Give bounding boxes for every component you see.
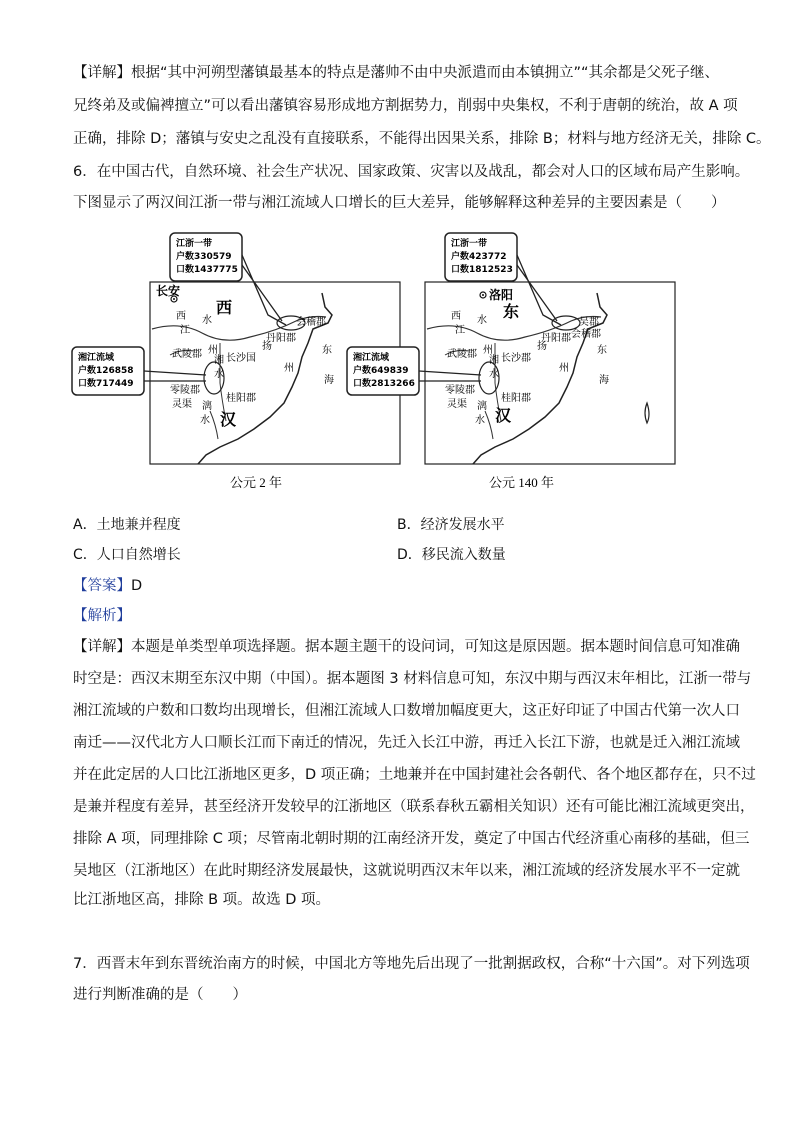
map-left-label: 武陵郡	[172, 349, 202, 360]
map-right-label: 水	[475, 415, 485, 426]
map-right-label: 灵渠	[447, 399, 467, 410]
answer-value: D	[131, 578, 143, 594]
map-left-caption: 公元 2 年	[230, 475, 283, 490]
map-left-label: 西	[176, 311, 186, 322]
detail-line-3: 正确，排除 D；藩镇与安史之乱没有直接联系，不能得出因果关系，排除 B；材料与地方经济无关，排除 C。	[73, 131, 771, 147]
map-left-label: 水	[214, 369, 224, 380]
map-left-label: 长沙国	[226, 353, 256, 364]
map-left-label: 湘	[214, 355, 224, 366]
q6-stem-line-1: 6．在中国古代，自然环境、社会生产状况、国家政策、灾害以及战乱，都会对人口的区域布局产生影响。	[73, 164, 750, 180]
map-right-label: 长沙郡	[501, 353, 531, 364]
map-left-capital: 长安	[156, 284, 181, 298]
map-right-label: 水	[489, 369, 499, 380]
map-right-xj-kou: 口数2813266	[353, 379, 415, 389]
map-right-label: 丹阳郡	[541, 333, 571, 344]
map-left-xj-hu: 户数126858	[78, 366, 134, 376]
q6-detail-line-6: 是兼并程度有差异，甚至经济开发较早的江浙地区（联系春秋五霸相关知识）还有可能比湘江流域更突出，	[73, 799, 755, 815]
map-left-label: 灵渠	[172, 399, 192, 410]
map-right-label: 扬	[537, 341, 547, 352]
q6-detail-text: 本题是单类型单项选择题。据本题主题干的设问词，可知这是原因题。据本题时间信息可知准确	[131, 639, 740, 655]
map-left-label: 水	[200, 415, 210, 426]
q6-detail-label: 【详解】	[73, 639, 131, 655]
map-right-label: 海	[599, 375, 609, 386]
map-right-caption: 公元 140 年	[489, 475, 555, 490]
detail-label: 【详解】	[73, 65, 131, 81]
detail-line-2: 兄终弟及或偏裨擅立”可以看出藩镇容易形成地方割据势力，削弱中央集权，不利于唐朝的统治，故 A 项	[73, 98, 738, 114]
map-left-xj-title: 湘江流域	[78, 353, 115, 363]
map-left-label: 零陵郡	[170, 385, 200, 396]
map-left-jz-hu: 户数330579	[176, 252, 232, 262]
map-left-label: 丹阳郡	[266, 333, 296, 344]
map-right-label: 州	[559, 363, 569, 374]
q6-stem-line-2: 下图显示了两汉间江浙一带与湘江流域人口增长的巨大差异，能够解释这种差异的主要因素是（ ）	[73, 195, 726, 211]
q6-option-a: A．土地兼并程度	[73, 517, 181, 533]
map-left-label: 桂阳郡	[226, 393, 256, 404]
map-right-label: 西	[451, 311, 461, 322]
map-right-jz-title: 江浙一带	[451, 239, 488, 249]
q7-stem-line-2: 进行判断准确的是（ ）	[73, 987, 247, 1003]
map-right-label: 漓	[477, 401, 487, 412]
map-left-dynasty-1: 西	[216, 298, 233, 317]
map-right-label: 水	[477, 315, 487, 326]
map-right-label: 吴郡	[579, 317, 599, 328]
map-right-xj-title: 湘江流域	[353, 353, 390, 363]
map-right-jz-kou: 口数1812523	[451, 265, 513, 275]
map-right-label: 武陵郡	[447, 349, 477, 360]
q6-answer	[73, 576, 142, 596]
map-right-jz-hu: 户数423772	[451, 252, 507, 262]
map-right-label: 东	[597, 345, 607, 356]
map-left-jz-kou: 口数1437775	[176, 265, 238, 275]
q6-detail-line-1	[73, 637, 740, 657]
map-right-capital: 洛阳	[489, 288, 514, 302]
q6-detail-line-2: 时空是：西汉末期至东汉中期（中国）。据本题图 3 材料信息可知，东汉中期与西汉末年相比，江浙一带与	[73, 671, 752, 687]
map-right-xj-hu: 户数649839	[353, 366, 409, 376]
map-right-label: 州	[483, 345, 493, 356]
q6-detail-line-9: 比江浙地区高，排除 B 项。故选 D 项。	[73, 892, 331, 908]
map-right-label: 会稽郡	[571, 329, 601, 340]
map-left-label: 水	[202, 315, 212, 326]
q6-detail-line-5: 并在此定居的人口比江浙地区更多，D 项正确；土地兼并在中国封建社会各朝代、各个地区都存在，只不过	[73, 767, 756, 783]
map-left-label: 扬	[262, 341, 272, 352]
map-right-dynasty-2: 汉	[495, 406, 512, 425]
q6-option-d: D．移民流入数量	[397, 547, 506, 563]
q6-detail-line-3: 湘江流域的户数和口数均出现增长，但湘江流域人口数增加幅度更大，这正好印证了中国古代第一次人口	[73, 703, 740, 719]
q6-detail-line-7: 排除 A 项，同理排除 C 项；尽管南北朝时期的江南经济开发，奠定了中国古代经济重心南移的基础，但三	[73, 831, 750, 847]
map-left-label: 州	[284, 363, 294, 374]
map-left-label: 漓	[202, 401, 212, 412]
map-right-dynasty-1: 东	[503, 302, 520, 321]
q6-option-b: B．经济发展水平	[397, 517, 505, 533]
answer-label: 【答案】	[73, 578, 131, 594]
q7-stem-line-1: 7．西晋末年到东晋统治南方的时候，中国北方等地先后出现了一批割据政权，合称“十六国”。对下列选项	[73, 956, 750, 972]
map-right-label: 零陵郡	[445, 385, 475, 396]
analysis-label: 【解析】	[73, 608, 131, 624]
map-left-jz-title: 江浙一带	[176, 239, 213, 249]
map-right-label: 桂阳郡	[501, 393, 531, 404]
q6-option-c: C．人口自然增长	[73, 547, 181, 563]
map-left-dynasty-2: 汉	[220, 410, 237, 429]
q6-detail-line-4: 南迁——汉代北方人口顺长江而下南迁的情况，先迁入长江中游，再迁入长江下游，也就是迁入湘江流域	[73, 735, 740, 751]
map-left-xj-kou: 口数717449	[78, 379, 134, 389]
q6-detail-line-8: 吴地区（江浙地区）在此时期经济发展最快，这就说明西汉末年以来，湘江流域的经济发展水平不一定就	[73, 863, 740, 879]
map-left-label: 会稽郡	[296, 317, 326, 328]
detail-line-1	[73, 63, 719, 83]
map-left-label: 州	[208, 345, 218, 356]
map-left-label: 海	[324, 375, 334, 386]
map-right-frame	[425, 282, 675, 464]
population-maps-figure	[70, 225, 720, 495]
map-right-label: 江	[455, 325, 465, 336]
map-right-label: 湘	[489, 355, 499, 366]
map-left-label: 江	[180, 325, 190, 336]
detail-text: 根据“其中河朔型藩镇最基本的特点是藩帅不由中央派遣而由本镇拥立”“其余都是父死子继、	[131, 65, 720, 81]
map-left-label: 东	[322, 345, 332, 356]
